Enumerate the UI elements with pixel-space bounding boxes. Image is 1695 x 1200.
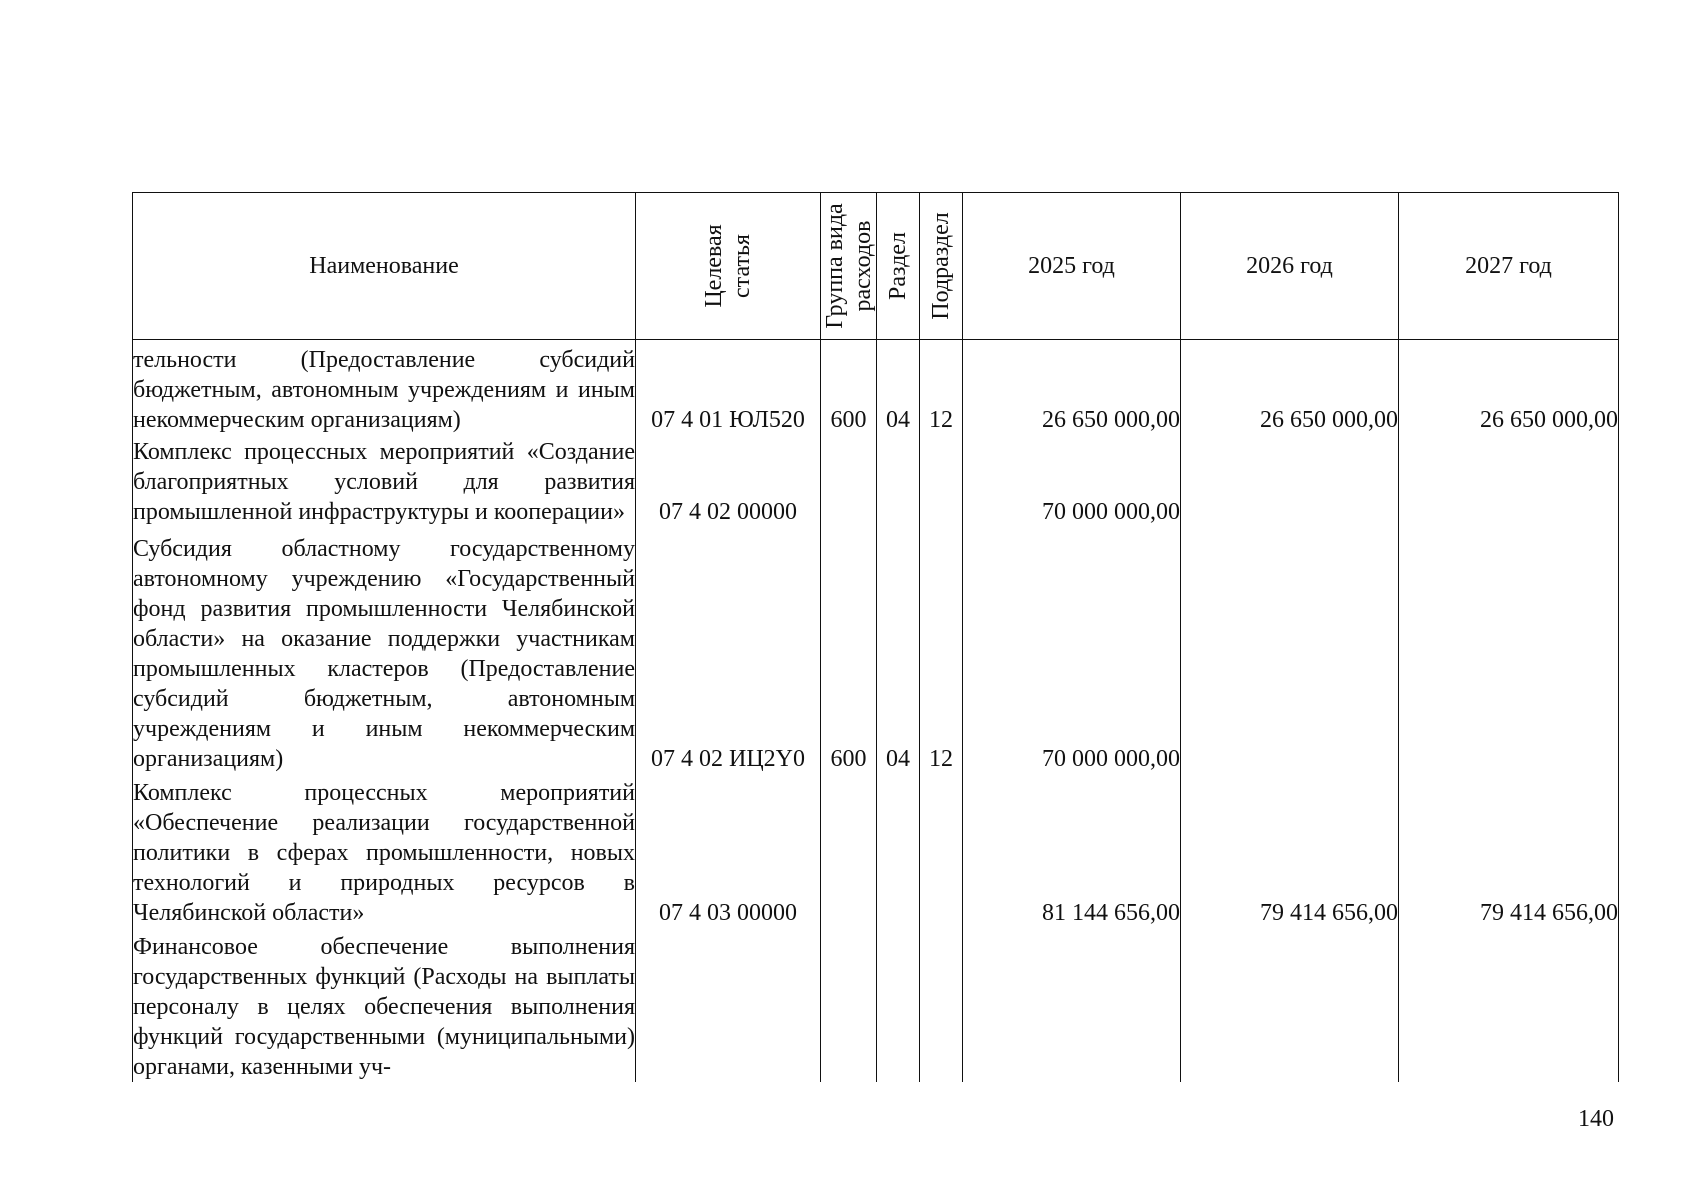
header-year-2025: 2025 год [963,193,1181,340]
budget-table [132,192,1619,1082]
row-expense-group [821,774,877,928]
row-amount-2027: 26 650 000,00 [1399,340,1619,435]
row-name: Комплекс процессных мероприятий «Создание благоприятных условий для развития промышленной инфраструктуры и кооперации» [133,435,636,527]
row-amount-2026 [1181,435,1399,527]
header-section-label: Раздел [885,232,911,300]
header-section [877,193,920,340]
header-year-2026: 2026 год [1181,193,1399,340]
row-subsection: 12 [920,340,963,435]
header-target-article-line2: статья [729,234,755,298]
table-row [133,774,1619,928]
row-amount-2026 [1181,527,1399,774]
row-section [877,435,920,527]
page-number: 140 [1578,1106,1614,1132]
row-subsection [920,928,963,1082]
row-section [877,928,920,1082]
row-expense-group: 600 [821,340,877,435]
row-name: Субсидия областному государственному автономному учреждению «Государственный фонд развития промышленности Челябинской области» на оказание поддержки участникам промышленных кластеров (Предоставление субсидий бюджетным, автономным учреждениям и иным некоммерческим организациям) [133,527,636,774]
row-subsection: 12 [920,527,963,774]
row-target-article [636,928,821,1082]
header-expense-group-line2: расходов [849,220,876,312]
table-row [133,435,1619,527]
row-amount-2026: 79 414 656,00 [1181,774,1399,928]
table-row [133,340,1619,435]
row-amount-2025: 81 144 656,00 [963,774,1181,928]
row-amount-2026 [1181,928,1399,1082]
row-section: 04 [877,340,920,435]
row-name: тельности (Предоставление субсидий бюджетным, автономным учреждениям и иным некоммерческим организациям) [133,340,636,435]
header-expense-group-line1: Группа вида [821,203,848,329]
header-target-article [636,193,821,340]
row-target-article: 07 4 02 00000 [636,435,821,527]
row-amount-2025: 26 650 000,00 [963,340,1181,435]
row-name: Комплекс процессных мероприятий «Обеспечение реализации государственной политики в сферах промышленности, новых технологий и природных ресурсов в Челябинской области» [133,774,636,928]
table-row [133,928,1619,1082]
header-expense-group [821,193,877,340]
header-name: Наименование [133,193,636,340]
header-target-article-line1: Целевая [701,224,727,308]
table-row [133,527,1619,774]
row-expense-group: 600 [821,527,877,774]
row-target-article: 07 4 01 ЮЛ520 [636,340,821,435]
row-target-article: 07 4 03 00000 [636,774,821,928]
row-subsection [920,774,963,928]
row-target-article: 07 4 02 ИЦ2Y0 [636,527,821,774]
row-amount-2027 [1399,435,1619,527]
header-subsection-label: Подраздел [928,212,954,320]
row-expense-group [821,435,877,527]
row-amount-2025 [963,928,1181,1082]
header-year-2027: 2027 год [1399,193,1619,340]
row-expense-group [821,928,877,1082]
row-amount-2025: 70 000 000,00 [963,435,1181,527]
row-amount-2025: 70 000 000,00 [963,527,1181,774]
row-amount-2027: 79 414 656,00 [1399,774,1619,928]
row-subsection [920,435,963,527]
row-section [877,774,920,928]
row-amount-2026: 26 650 000,00 [1181,340,1399,435]
header-row [133,193,1619,340]
row-section: 04 [877,527,920,774]
header-subsection [920,193,963,340]
row-amount-2027 [1399,928,1619,1082]
row-name: Финансовое обеспечение выполнения государственных функций (Расходы на выплаты персоналу в целях обеспечения выполнения функций государственными (муниципальными) органами, казенными уч- [133,928,636,1082]
row-amount-2027 [1399,527,1619,774]
